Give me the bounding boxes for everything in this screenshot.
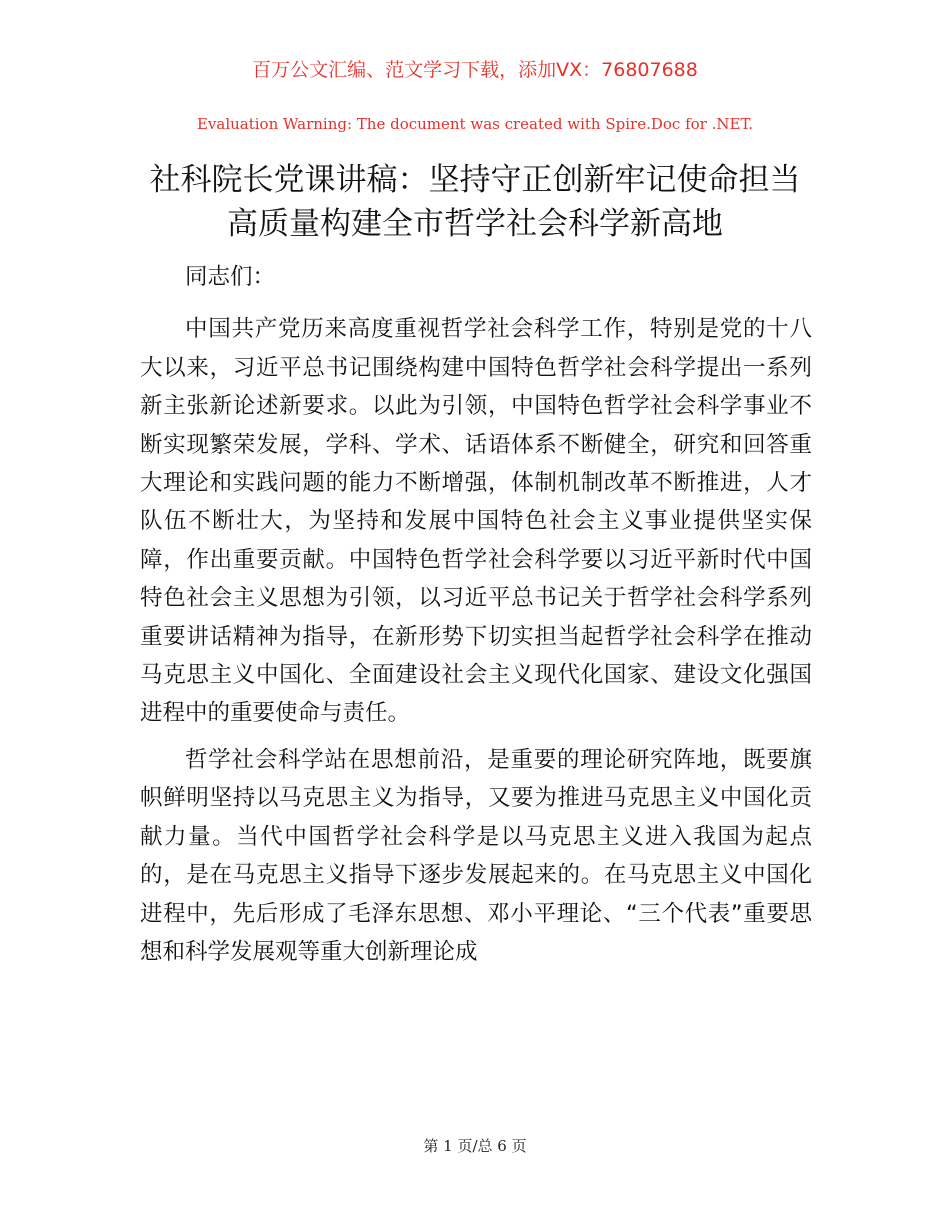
body-paragraph-2: 哲学社会科学站在思想前沿，是重要的理论研究阵地，既要旗帜鲜明坚持以马克思主义为指导，又要为推进马克思主义中国化贡献力量。当代中国哲学社会科学是以马克思主义进入我国为起点的，是在马克思主义指导下逐步发展起来的。在马克思主义中国化进程中，先后形成了毛泽东思想、邓小平理论、“三个代表”重要思想和科学发展观等重大创新理论成 [140, 746, 812, 965]
evaluation-warning: Evaluation Warning: The document was created with Spire.Doc for .NET. [196, 115, 754, 133]
document-body [140, 258, 812, 979]
document-title: 社科院长党课讲稿：坚持守正创新牢记使命担当高质量构建全市哲学社会科学新高地 [149, 162, 801, 242]
salutation-paragraph: 同志们： [185, 264, 276, 290]
body-paragraph-1: 中国共产党历来高度重视哲学社会科学工作，特别是党的十八大以来，习近平总书记围绕构建中国特色哲学社会科学提出一系列新主张新论述新要求。以此为引领，中国特色哲学社会科学事业不断实现繁荣发展，学科、学术、话语体系不断健全，研究和回答重大理论和实践问题的能力不断增强，体制机制改革不断推进，人才队伍不断壮大，为坚持和发展中国特色社会主义事业提供坚实保障，作出重要贡献。中国特色哲学社会科学要以习近平新时代中国特色社会主义思想为引领，以习近平总书记关于哲学社会科学系列重要讲话精神为指导，在新形势下切实担当起哲学社会科学在推动马克思主义中国化、全面建设社会主义现代化国家、建设文化强国进程中的重要使命与责任。 [140, 316, 812, 727]
header-banner: 百万公文汇编、范文学习下载，添加VX：76807688 [252, 59, 698, 81]
page-footer: 第 1 页/总 6 页 [423, 1137, 527, 1155]
